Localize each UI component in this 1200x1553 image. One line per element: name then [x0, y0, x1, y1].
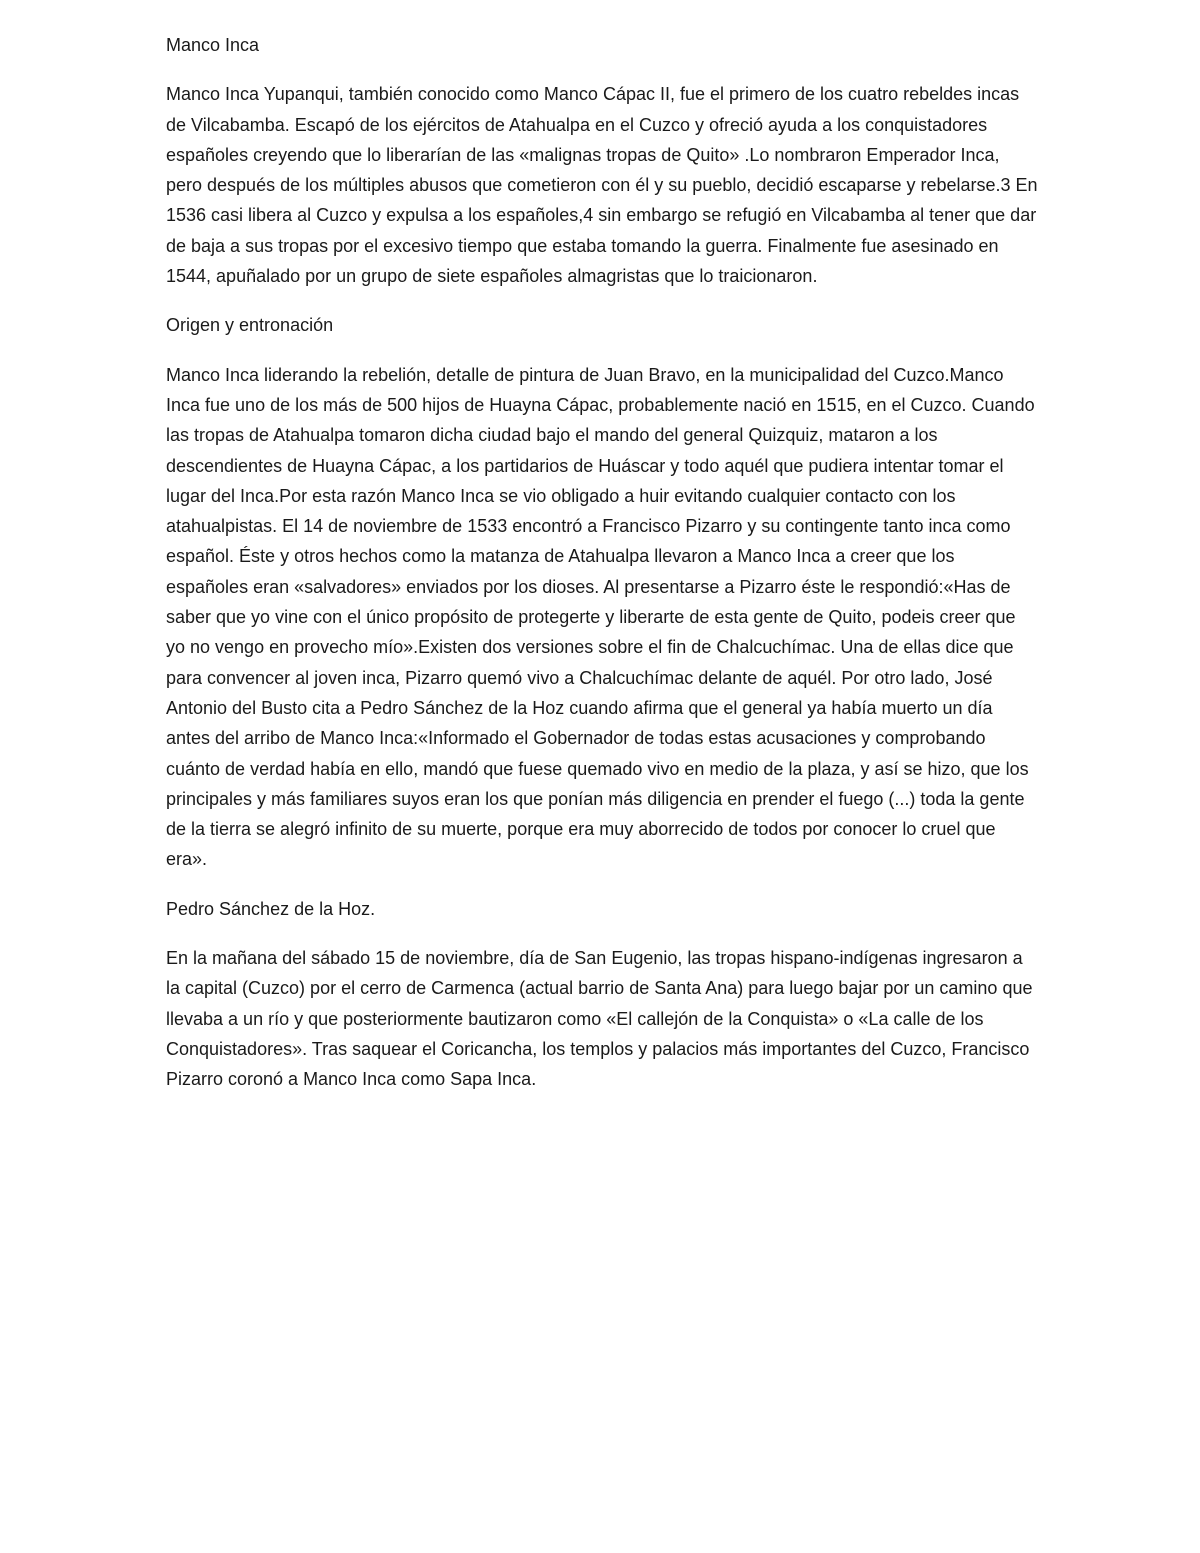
intro-paragraph: Manco Inca Yupanqui, también conocido como Manco Cápac II, fue el primero de los cuatro rebeldes incas de Vilcabamba. Escapó de los ejércitos de Atahualpa en el Cuzco y ofreció ayuda a los conquistadores españoles creyendo que lo liberarían de las «malignas tropas de Quito» .Lo nombraron Emperador Inca, pero después de los múltiples abusos que cometieron con él y su pueblo, decidió escaparse y rebelarse.3 En 1536 casi libera al Cuzco y expulsa a los españoles,4 sin embargo se refugió en Vilcabamba al tener que dar de baja a sus tropas por el excesivo tiempo que estaba tomando la guerra. Finalmente fue asesinado en 1544, apuñalado por un grupo de siete españoles almagristas que lo traicionaron. [166, 84, 1038, 287]
attribution-line: Pedro Sánchez de la Hoz. [166, 898, 376, 919]
document-body [166, 30, 1038, 1114]
closing-paragraph: En la mañana del sábado 15 de noviembre, día de San Eugenio, las tropas hispano-indígenas ingresaron a la capital (Cuzco) por el cerro de Carmenca (actual barrio de Santa Ana) para luego bajar por un camino que llevaba a un río y que posteriormente bautizaron como «El callejón de la Conquista» o «La calle de los Conquistadores». Tras saquear el Coricancha, los templos y palacios más importantes del Cuzco, Francisco Pizarro coronó a Manco Inca como Sapa Inca. [166, 948, 1033, 1090]
document-title: Manco Inca [166, 35, 260, 55]
section-paragraph: Manco Inca liderando la rebelión, detalle de pintura de Juan Bravo, en la municipalidad del Cuzco.Manco Inca fue uno de los más de 500 hijos de Huayna Cápac, probablemente nació en 1515, en el Cuzco. Cuando las tropas de Atahualpa tomaron dicha ciudad bajo el mando del general Quizquiz, mataron a los descendientes de Huayna Cápac, a los partidarios de Huáscar y todo aquél que pudiera intentar tomar el lugar del Inca.Por esta razón Manco Inca se vio obligado a huir evitando cualquier contacto con los atahualpistas. El 14 de noviembre de 1533 encontró a Francisco Pizarro y su contingente tanto inca como español. Éste y otros hechos como la matanza de Atahualpa llevaron a Manco Inca a creer que los españoles eran «salvadores» enviados por los dioses. Al presentarse a Pizarro éste le respondió:«Has de saber que yo vine con el único propósito de protegerte y liberarte de esta gente de Quito, podeis creer que yo no vengo en provecho mío».Existen dos versiones sobre el fin de Chalcuchímac. Una de ellas dice que para convencer al joven inca, Pizarro quemó vivo a Chalcuchímac delante de aquél. Por otro lado, José Antonio del Busto cita a Pedro Sánchez de la Hoz cuando afirma que el general ya había muerto un día antes del arribo de Manco Inca:«Informado el Gobernador de todas estas acusaciones y comprobando cuánto de verdad había en ello, mandó que fuese quemado vivo en medio de la plaza, y así se hizo, que los principales y más familiares suyos eran los que ponían más diligencia en prender el fuego (...) toda la gente de la tierra se alegró infinito de su muerte, porque era muy aborrecido de todos por conocer lo cruel que era». [166, 364, 1035, 870]
section-heading: Origen y entronación [166, 315, 334, 336]
